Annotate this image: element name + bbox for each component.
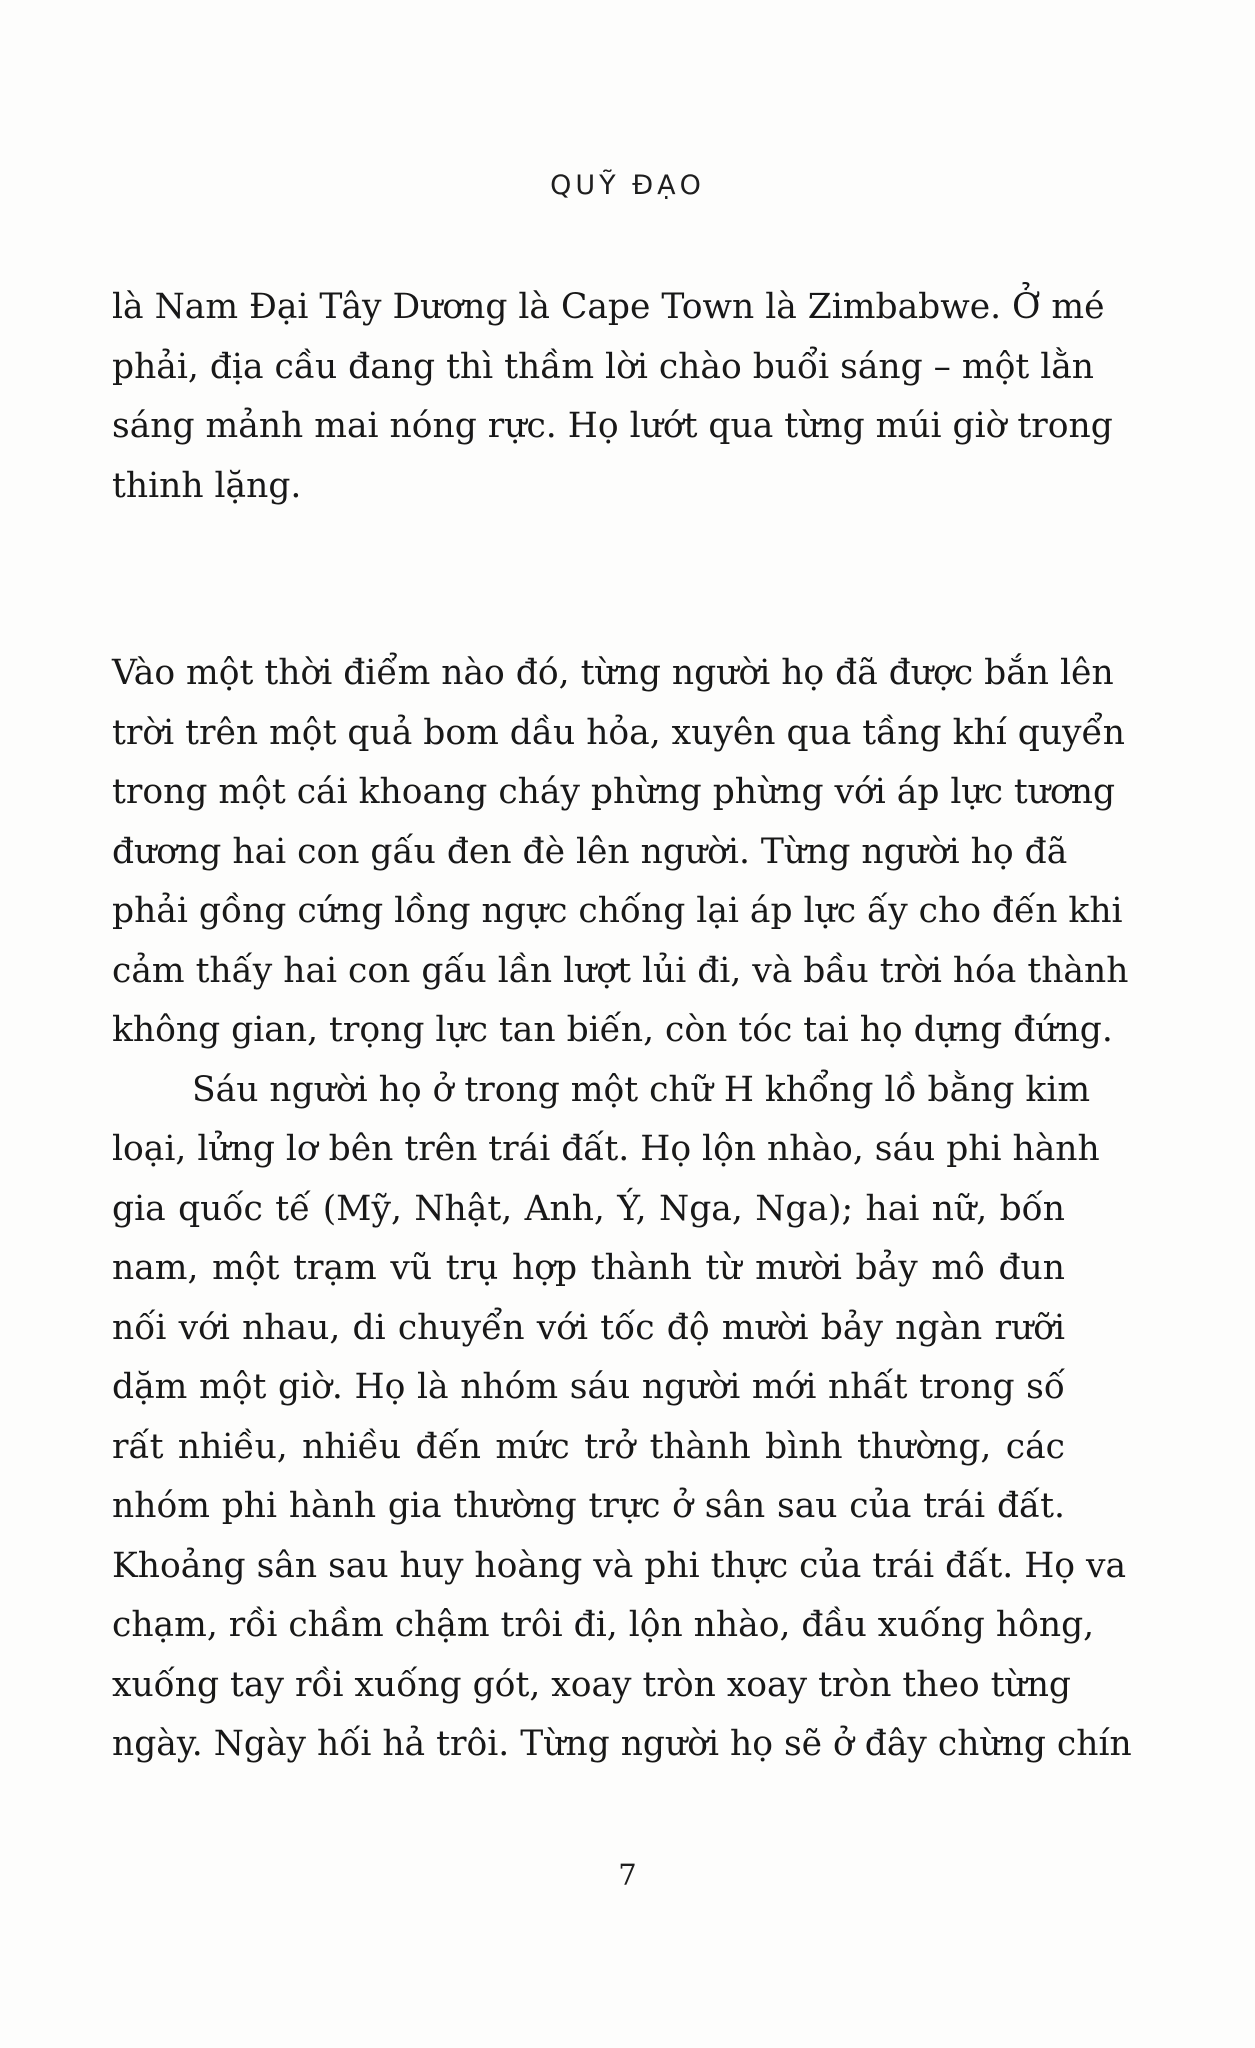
text-line: dặm một giờ. Họ là nhóm sáu người mới nhất trong số — [112, 1367, 1065, 1407]
text-line: không gian, trọng lực tan biến, còn tóc tai họ dựng đứng. — [112, 1010, 1113, 1050]
paragraph — [112, 1061, 1132, 1775]
running-title: QUỸ ĐẠO — [550, 170, 705, 201]
section-text — [112, 644, 1132, 1775]
paragraph-continued — [112, 278, 1113, 516]
text-line: Sáu người họ ở trong một chữ H khổng lồ bằng kim — [192, 1069, 1091, 1110]
text-line: sáng mảnh mai nóng rực. Họ lướt qua từng múi giờ trong — [112, 406, 1113, 446]
text-line: gia quốc tế (Mỹ, Nhật, Anh, Ý, Nga, Nga); hai nữ, bốn — [112, 1188, 1065, 1229]
text-line: phải, địa cầu đang thì thầm lời chào buổi sáng – một lằn — [112, 346, 1095, 387]
text-line: Khoảng sân sau huy hoàng và phi thực của trái đất. Họ va — [112, 1545, 1127, 1586]
text-line: ngày. Ngày hối hả trôi. Từng người họ sẽ ở đây chừng chín — [112, 1724, 1132, 1764]
text-line: là Nam Đại Tây Dương là Cape Town là Zimbabwe. Ở mé — [112, 287, 1105, 327]
paragraph — [112, 644, 1129, 1061]
text-line: trong một cái khoang cháy phừng phừng với áp lực tương — [112, 772, 1116, 812]
text-line: phải gồng cứng lồng ngực chống lại áp lực ấy cho đến khi — [112, 891, 1123, 931]
text-line: trời trên một quả bom dầu hỏa, xuyên qua tầng khí quyển — [112, 712, 1125, 753]
text-line: nối với nhau, di chuyển với tốc độ mười bảy ngàn rưỡi — [112, 1307, 1065, 1348]
text-line: nam, một trạm vũ trụ hợp thành từ mười bảy mô đun — [112, 1248, 1065, 1288]
text-line: chạm, rồi chầm chậm trôi đi, lộn nhào, đầu xuống hông, — [112, 1605, 1095, 1645]
page-number: 7 — [618, 1858, 637, 1892]
text-line: cảm thấy hai con gấu lần lượt lủi đi, và bầu trời hóa thành — [112, 950, 1129, 991]
text-line: xuống tay rồi xuống gót, xoay tròn xoay tròn theo từng — [112, 1664, 1072, 1705]
text-line: thinh lặng. — [112, 465, 302, 506]
text-line: Vào một thời điểm nào đó, từng người họ đã được bắn lên — [112, 653, 1114, 693]
text-line: nhóm phi hành gia thường trực ở sân sau của trái đất. — [112, 1486, 1065, 1526]
text-line: rất nhiều, nhiều đến mức trở thành bình thường, các — [112, 1426, 1065, 1467]
text-line: đương hai con gấu đen đè lên người. Từng người họ đã — [112, 831, 1068, 872]
text-line: loại, lửng lơ bên trên trái đất. Họ lộn nhào, sáu phi hành — [112, 1129, 1100, 1169]
